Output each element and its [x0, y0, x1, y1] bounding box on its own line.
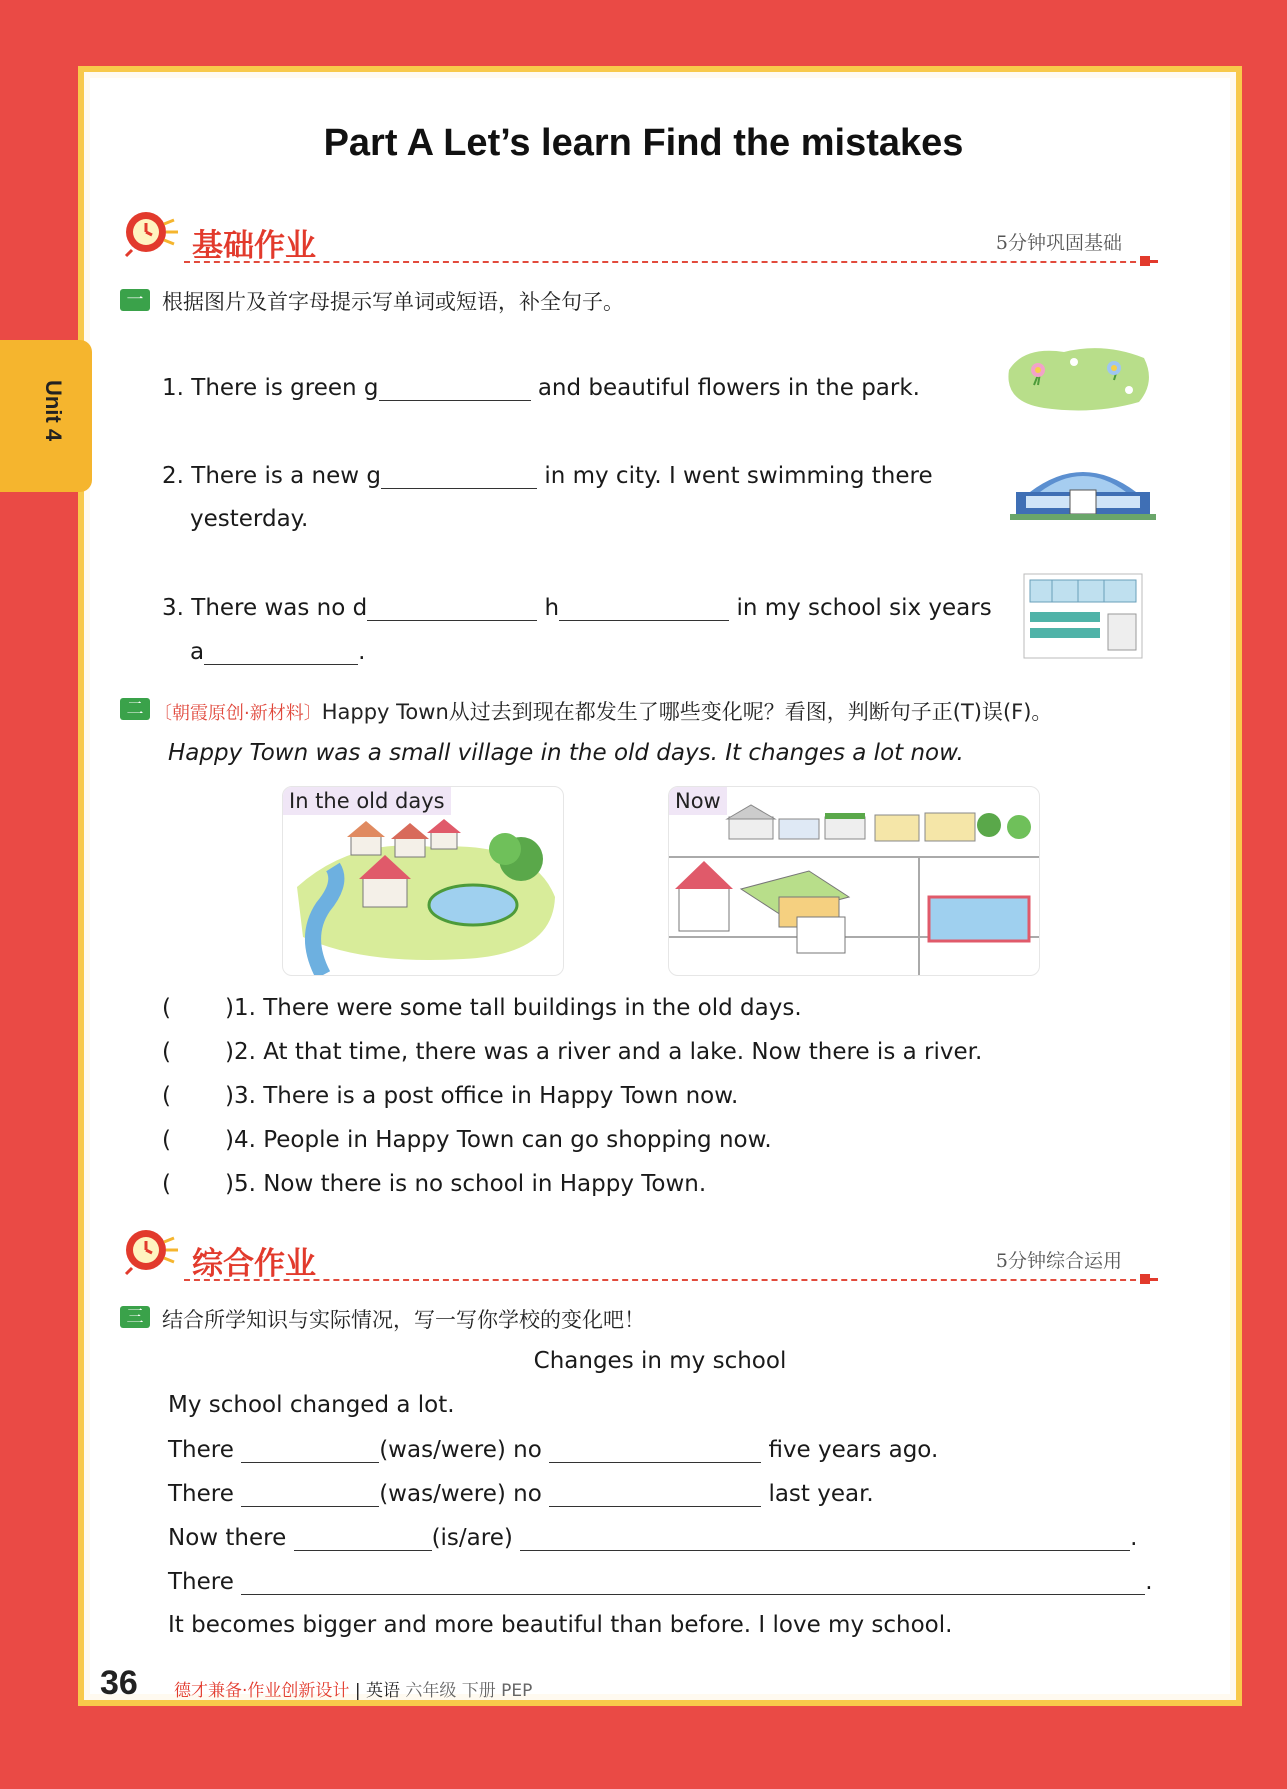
answer-blank[interactable]: [367, 594, 537, 621]
subject-name: 英语: [365, 1681, 400, 1701]
answer-paren-close: ): [224, 995, 234, 1021]
park-grass-image: [1004, 340, 1154, 415]
writing-line: [168, 1568, 1153, 1595]
tf-statement: [162, 995, 802, 1021]
answer-paren-open[interactable]: (: [162, 1039, 171, 1065]
question-badge: 二: [120, 698, 150, 720]
footer-info: [174, 1676, 532, 1701]
divider-end-stub: [1150, 260, 1158, 263]
q1-item-1: [162, 374, 920, 401]
statement-text: 2. At that time, there was a river and a lake. Now there is a river.: [233, 1039, 983, 1065]
answer-paren-open[interactable]: (: [162, 1083, 171, 1109]
section-subtitle: 5分钟综合运用: [995, 1250, 1122, 1272]
q1-item-3-line2: [190, 638, 365, 665]
answer-blank[interactable]: [379, 374, 531, 401]
dining-hall-image: [1022, 570, 1144, 662]
item-text: There is green: [191, 375, 357, 401]
line-text: There: [168, 1481, 234, 1507]
answer-blank[interactable]: [241, 1480, 379, 1507]
writing-line: My school changed a lot.: [168, 1392, 455, 1418]
hint-letter: g: [366, 463, 382, 489]
answer-blank[interactable]: [559, 594, 729, 621]
statement-text: 1. There were some tall buildings in the old days.: [233, 995, 802, 1021]
question-instruction: Happy Town从过去到现在都发生了哪些变化呢？看图，判断句子正(T)误(F)。: [321, 700, 1053, 724]
passage-intro: Happy Town was a small village in the old days. It changes a lot now.: [168, 740, 964, 766]
picture-label: In the old days: [283, 787, 451, 815]
answer-paren-close: ): [224, 1039, 234, 1065]
question-badge: 三: [120, 1306, 150, 1328]
divider-end-marker: [1140, 256, 1150, 266]
section-title: 基础作业: [192, 228, 316, 264]
question-instruction: 根据图片及首字母提示写单词或短语，补全句子。: [162, 290, 624, 314]
writing-heading: Changes in my school: [533, 1348, 787, 1374]
section-header-comprehensive: [118, 1224, 1158, 1294]
tf-statement: [162, 1039, 982, 1065]
picture-label: Now: [669, 787, 727, 815]
tf-statement: [162, 1083, 738, 1109]
item-number: 3.: [162, 595, 184, 621]
writing-line: [168, 1436, 938, 1463]
answer-paren-open[interactable]: (: [162, 995, 171, 1021]
gym-building-image: [1010, 458, 1156, 524]
hint-letter: a: [190, 639, 205, 665]
tf-statement: [162, 1127, 772, 1153]
answer-blank[interactable]: [204, 638, 358, 665]
divider-end-marker: [1140, 1274, 1150, 1284]
series-name: 德才兼备·作业创新设计: [174, 1681, 350, 1701]
alarm-clock-icon: [118, 206, 180, 258]
dashed-divider: [184, 1279, 1146, 1281]
item-text: in my school six years: [736, 595, 992, 621]
item-text: in my city. I went swimming there: [544, 463, 933, 489]
tf-statement: [162, 1171, 706, 1197]
item-text: There was no: [191, 595, 346, 621]
line-text: .: [1145, 1569, 1153, 1595]
alarm-clock-icon: [118, 1224, 180, 1276]
item-number: 1.: [162, 375, 184, 401]
item-text: .: [358, 639, 366, 665]
item-text: There is a new: [191, 463, 360, 489]
answer-blank[interactable]: [520, 1524, 1130, 1551]
answer-blank[interactable]: [549, 1436, 761, 1463]
hint-letter: g: [363, 375, 379, 401]
village-image: [283, 787, 563, 975]
q1-item-2: [162, 462, 933, 489]
item-number: 2.: [162, 463, 184, 489]
hint-letter: d: [352, 595, 368, 621]
answer-blank[interactable]: [241, 1568, 1145, 1595]
answer-paren-close: ): [224, 1083, 234, 1109]
footer-separator: |: [354, 1681, 361, 1701]
page-title: Part A Let’s learn Find the mistakes: [323, 122, 964, 164]
item-continuation: yesterday.: [190, 506, 309, 532]
q1-item-3: [162, 594, 992, 621]
answer-paren-open[interactable]: (: [162, 1127, 171, 1153]
answer-paren-open[interactable]: (: [162, 1171, 171, 1197]
answer-blank[interactable]: [381, 462, 537, 489]
question-instruction-row: [154, 696, 1052, 726]
line-text: There: [168, 1569, 234, 1595]
line-text: Now there: [168, 1525, 287, 1551]
town-image: [669, 787, 1039, 975]
line-text: (was/were) no: [379, 1437, 542, 1463]
source-tag: 〔朝霞原创·新材料〕: [154, 703, 322, 724]
line-text: five years ago.: [768, 1437, 939, 1463]
old-days-picture: [282, 786, 564, 976]
statement-text: 3. There is a post office in Happy Town now.: [233, 1083, 739, 1109]
statement-text: 4. People in Happy Town can go shopping now.: [233, 1127, 772, 1153]
writing-line: [168, 1480, 874, 1507]
hint-letter: h: [544, 595, 560, 621]
question-badge: 一: [120, 289, 150, 311]
statement-text: 5. Now there is no school in Happy Town.: [233, 1171, 707, 1197]
answer-paren-close: ): [224, 1171, 234, 1197]
writing-line: It becomes bigger and more beautiful than before. I love my school.: [168, 1612, 953, 1638]
dashed-divider: [184, 261, 1146, 263]
line-text: (is/are): [431, 1525, 513, 1551]
page-number: 36: [100, 1664, 138, 1702]
question-instruction: 结合所学知识与实际情况，写一写你学校的变化吧！: [162, 1308, 645, 1332]
section-subtitle: 5分钟巩固基础: [995, 232, 1122, 254]
item-text: and beautiful flowers in the park.: [537, 375, 920, 401]
section-header-basic: [118, 206, 1158, 276]
unit-tab: [0, 340, 92, 492]
line-text: .: [1130, 1525, 1138, 1551]
section-title: 综合作业: [192, 1246, 316, 1282]
line-text: There: [168, 1437, 234, 1463]
writing-line: [168, 1524, 1137, 1551]
divider-end-stub: [1150, 1278, 1158, 1281]
grade-info: 六年级 下册 PEP: [405, 1681, 533, 1701]
answer-blank[interactable]: [241, 1436, 379, 1463]
now-picture: [668, 786, 1040, 976]
answer-blank[interactable]: [294, 1524, 432, 1551]
line-text: (was/were) no: [379, 1481, 542, 1507]
answer-blank[interactable]: [549, 1480, 761, 1507]
unit-tab-label: Unit 4: [41, 380, 66, 442]
answer-paren-close: ): [224, 1127, 234, 1153]
line-text: last year.: [768, 1481, 874, 1507]
